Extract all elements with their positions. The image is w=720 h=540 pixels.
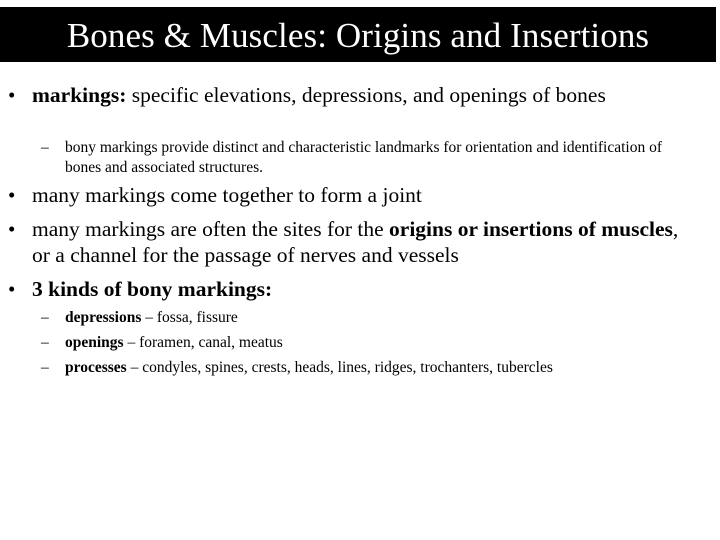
depressions-text: – fossa, fissure	[141, 309, 238, 326]
slide-title-bar	[0, 7, 716, 62]
bony-markings-text: bony markings provide distinct and characteristic landmarks for orientation and identification of bones and associated structures.	[65, 139, 662, 176]
sub-bullet-bony-markings	[41, 138, 685, 178]
processes-text: – condyles, spines, crests, heads, lines, ridges, trochanters, tubercles	[126, 359, 553, 376]
bullet-dot: •	[8, 217, 16, 241]
sub-bullet-dash: –	[41, 309, 49, 326]
sub-bullet-dash: –	[41, 139, 49, 156]
term-depressions: depressions	[65, 309, 142, 326]
term-openings: openings	[65, 334, 124, 351]
term-kinds: 3 kinds of bony markings:	[32, 277, 273, 301]
origins-text-after: , or a channel for the passage of nerves and vessels	[32, 217, 679, 267]
bullet-joint	[8, 182, 692, 208]
bullet-kinds	[8, 276, 692, 302]
bullet-origins-insertions	[8, 216, 692, 268]
bullet-dot: •	[8, 277, 16, 301]
openings-text: – foramen, canal, meatus	[123, 334, 283, 351]
sub-bullet-dash: –	[41, 359, 49, 376]
sub-bullet-openings	[41, 333, 685, 353]
slide-title: Bones & Muscles: Origins and Insertions	[66, 16, 650, 55]
joint-text: many markings come together to form a joint	[32, 183, 422, 207]
term-markings: markings:	[32, 83, 127, 107]
bullet-markings	[8, 82, 692, 108]
term-origins-insertions: origins or insertions of muscles	[389, 217, 673, 241]
sub-bullet-processes	[41, 358, 685, 378]
bullet-dot: •	[8, 83, 16, 107]
term-processes: processes	[65, 359, 127, 376]
sub-bullet-depressions	[41, 308, 685, 328]
markings-definition: specific elevations, depressions, and openings of bones	[126, 83, 606, 107]
bullet-dot: •	[8, 183, 16, 207]
origins-text-before: many markings are often the sites for the	[32, 217, 390, 241]
sub-bullet-dash: –	[41, 334, 49, 351]
